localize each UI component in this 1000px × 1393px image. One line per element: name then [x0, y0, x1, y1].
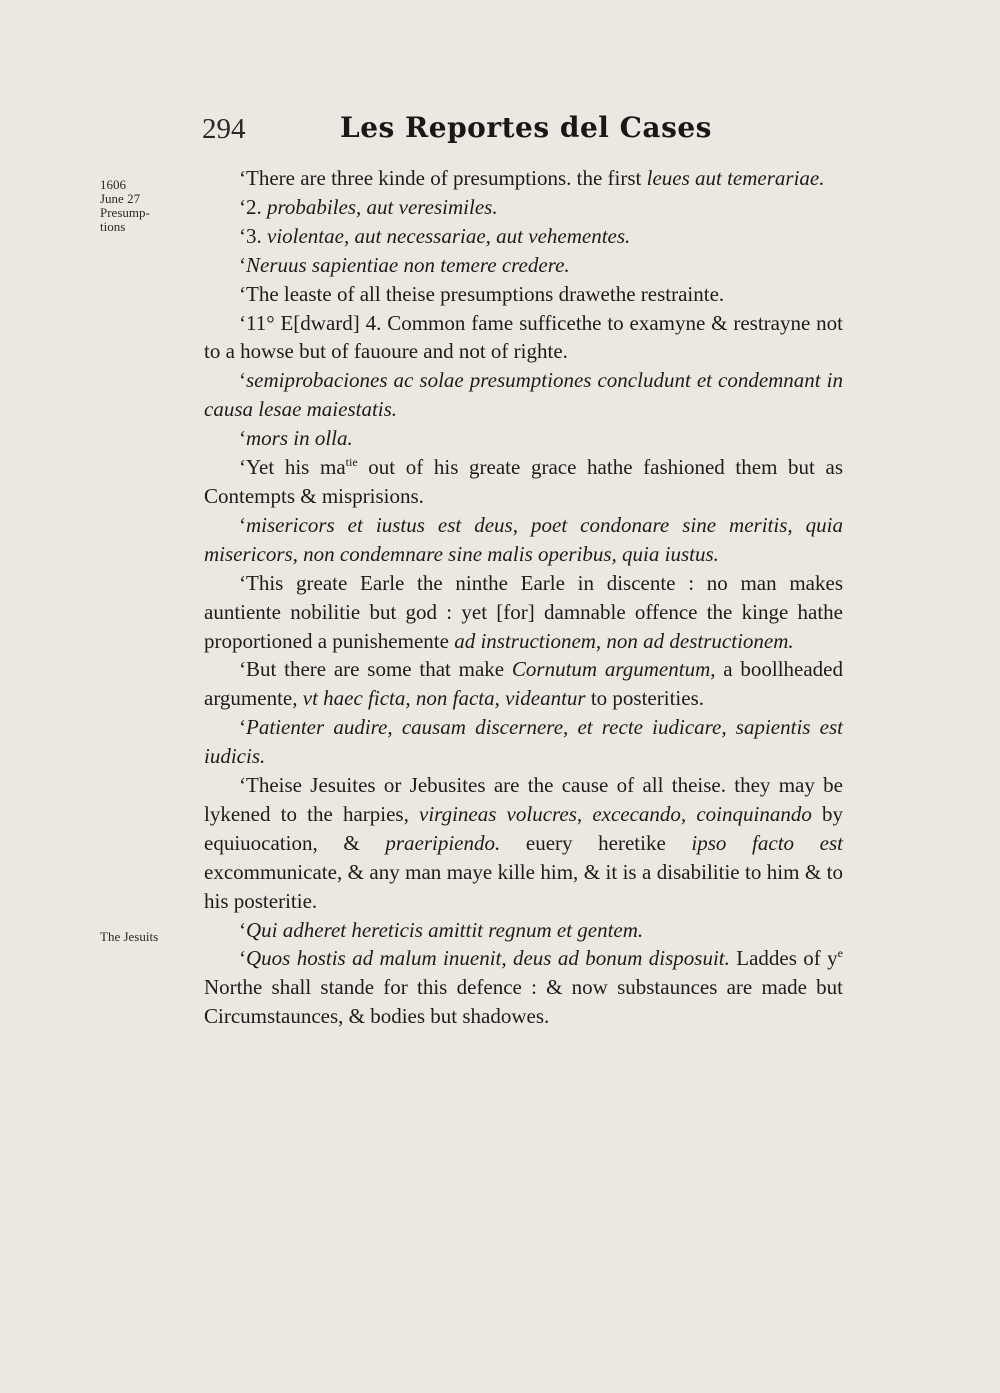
- paragraph: ‘3. violentae, aut necessariae, aut vehementes.: [239, 223, 631, 248]
- paragraph: ‘Theise Jesuites or Jebusites are the cause of all theise. they may be lykened to the harpies, virgineas volucres, excecando, coinquinando by equiuocation, & praeripiendo. euery heretike ipso facto est excommunicate, & any man maye kille him, & it is a disabilitie to him & to his posteritie.: [204, 773, 844, 913]
- paragraph: ‘Neruus sapientiae non temere credere.: [239, 252, 570, 277]
- paragraph: ‘misericors et iustus est deus, poet condonare sine meritis, quia misericors, non condemnare sine malis operibus, quia iustus.: [204, 512, 843, 566]
- paragraph: ‘This greate Earle the ninthe Earle in discente : no man makes auntiente nobilitie but god : yet [for] damnable offence the kinge hathe proportioned a punishemente ad instructionem, non ad destructionem.: [204, 570, 843, 653]
- paragraph: ‘But there are some that make Cornutum argumentum, a boollheaded argumente, vt haec ficta, non facta, videantur to posterities.: [204, 657, 844, 711]
- paragraph: ‘semiprobaciones ac solae presumptiones concludunt et condemnant in causa lesae maiestatis.: [204, 368, 843, 422]
- paragraph: ‘Quos hostis ad malum inuenit, deus ad bonum disposuit. Laddes of $y^e$ Northe shall stande for this defence : & now substaunces are made but Circumstaunces, & bodies but shadowes.: [204, 946, 843, 1029]
- page-header: [202, 113, 842, 153]
- paragraph: ‘11° E[dward] 4. Common fame sufficethe to examyne & restrayne not to a howse but of fauoure and not of righte.: [204, 310, 843, 364]
- page-number: 294: [202, 113, 246, 145]
- margin-note-date: 1606 June 27 Presump- tions: [100, 177, 150, 234]
- paragraph: ‘The leaste of all theise presumptions drawethe restrainte.: [239, 281, 725, 306]
- paragraph: ‘Qui adheret hereticis amittit regnum et gentem.: [239, 917, 644, 942]
- body-text: [204, 164, 843, 1031]
- running-title: Les Reportes del Cases: [340, 111, 712, 144]
- paragraph: ‘Patienter audire, causam discernere, et recte iudicare, sapientis est iudicis.: [204, 715, 843, 769]
- paragraph: ‘There are three kinde of presumptions. the first leues aut temerariae.: [239, 166, 825, 190]
- paragraph: ‘2. probabiles, aut veresimiles.: [239, 194, 498, 219]
- paragraph: ‘mors in olla.: [239, 426, 353, 451]
- paragraph: ‘Yet his $ma^{tie}$ out of his greate grace hathe fashioned them but as Contempts & misprisions.: [204, 455, 844, 508]
- margin-note-jesuits: The Jesuits: [100, 929, 159, 944]
